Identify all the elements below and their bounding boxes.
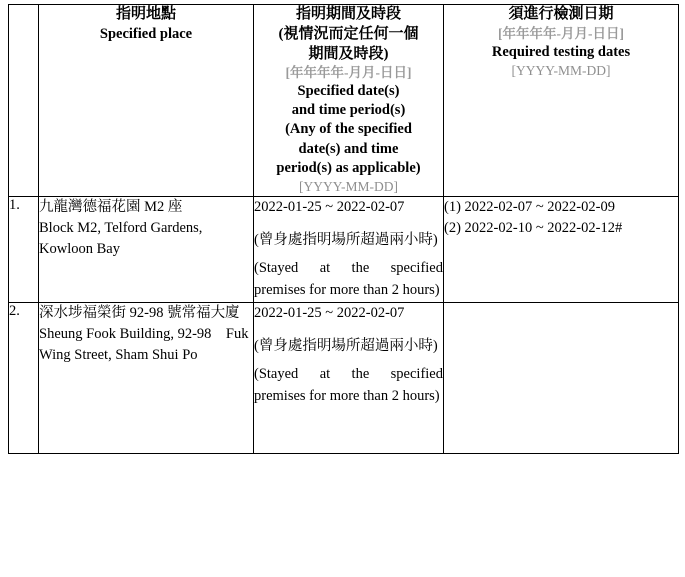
row-place-en: Sheung Fook Building, 92-98 Fuk Wing Street, Sham Shui Po xyxy=(39,325,249,363)
specified-places-table xyxy=(8,4,679,454)
table-row xyxy=(9,302,679,453)
header-period-en-line1: Specified date(s) xyxy=(297,83,400,100)
row-place-zh: 九龍灣德福花園 M2 座 xyxy=(39,198,183,215)
table-row xyxy=(9,196,679,302)
row-index: 2. xyxy=(9,302,39,453)
header-required-testing-dates xyxy=(444,5,679,197)
header-specified-place xyxy=(39,5,254,197)
row-period-note-zh: (曾身處指明場所超過兩小時) xyxy=(254,232,438,249)
header-dates-zh-format: [年年年年-月月-日日] xyxy=(498,25,624,41)
header-dates-en-format: [YYYY-MM-DD] xyxy=(511,62,611,78)
row-period-range: 2022-01-25 ~ 2022-02-07 xyxy=(254,304,405,321)
header-period-en-format: [YYYY-MM-DD] xyxy=(299,178,398,194)
row-testing-date-line: (1) 2022-02-07 ~ 2022-02-09 xyxy=(444,198,615,215)
row-place-zh: 深水埗福榮街 92-98 號常福大廈 xyxy=(39,304,240,321)
row-period-note-en: (Stayed at the specified premises for more than 2 hours) xyxy=(254,366,443,404)
row-testing-dates xyxy=(444,302,679,453)
row-place-en: Block M2, Telford Gardens, Kowloon Bay xyxy=(39,219,203,257)
row-specified-place xyxy=(39,302,254,453)
table-header-row xyxy=(9,5,679,197)
header-specified-period xyxy=(254,5,444,197)
header-dates-en: Required testing dates xyxy=(491,43,631,60)
header-period-zh-line1: 指明期間及時段 xyxy=(295,6,401,22)
header-period-en-line2: and time period(s) xyxy=(291,102,406,119)
row-testing-date-line: (2) 2022-02-10 ~ 2022-02-12# xyxy=(444,219,623,236)
row-period-note-en: (Stayed at the specified premises for more than 2 hours) xyxy=(254,260,443,298)
row-period-note-zh: (曾身處指明場所超過兩小時) xyxy=(254,338,438,355)
header-index xyxy=(9,5,39,197)
header-period-zh-line2: (視情況而定任何一個 xyxy=(278,25,419,42)
document-page xyxy=(0,4,685,577)
row-testing-dates xyxy=(444,196,679,302)
header-specified-place-en: Specified place xyxy=(99,25,193,42)
row-index: 1. xyxy=(9,196,39,302)
header-period-zh-format: [年年年年-月月-日日] xyxy=(285,65,412,81)
header-period-zh-line3: 期間及時段) xyxy=(308,45,389,62)
row-specified-place xyxy=(39,196,254,302)
header-specified-place-zh: 指明地點 xyxy=(115,6,176,22)
row-specified-period xyxy=(254,196,444,302)
header-period-en-line5: period(s) as applicable) xyxy=(276,159,421,176)
row-specified-period xyxy=(254,302,444,453)
header-dates-zh: 須進行檢測日期 xyxy=(508,6,614,22)
row-period-range: 2022-01-25 ~ 2022-02-07 xyxy=(254,198,405,215)
header-period-en-line3: (Any of the specified xyxy=(285,121,412,138)
header-period-en-line4: date(s) and time xyxy=(298,140,399,157)
